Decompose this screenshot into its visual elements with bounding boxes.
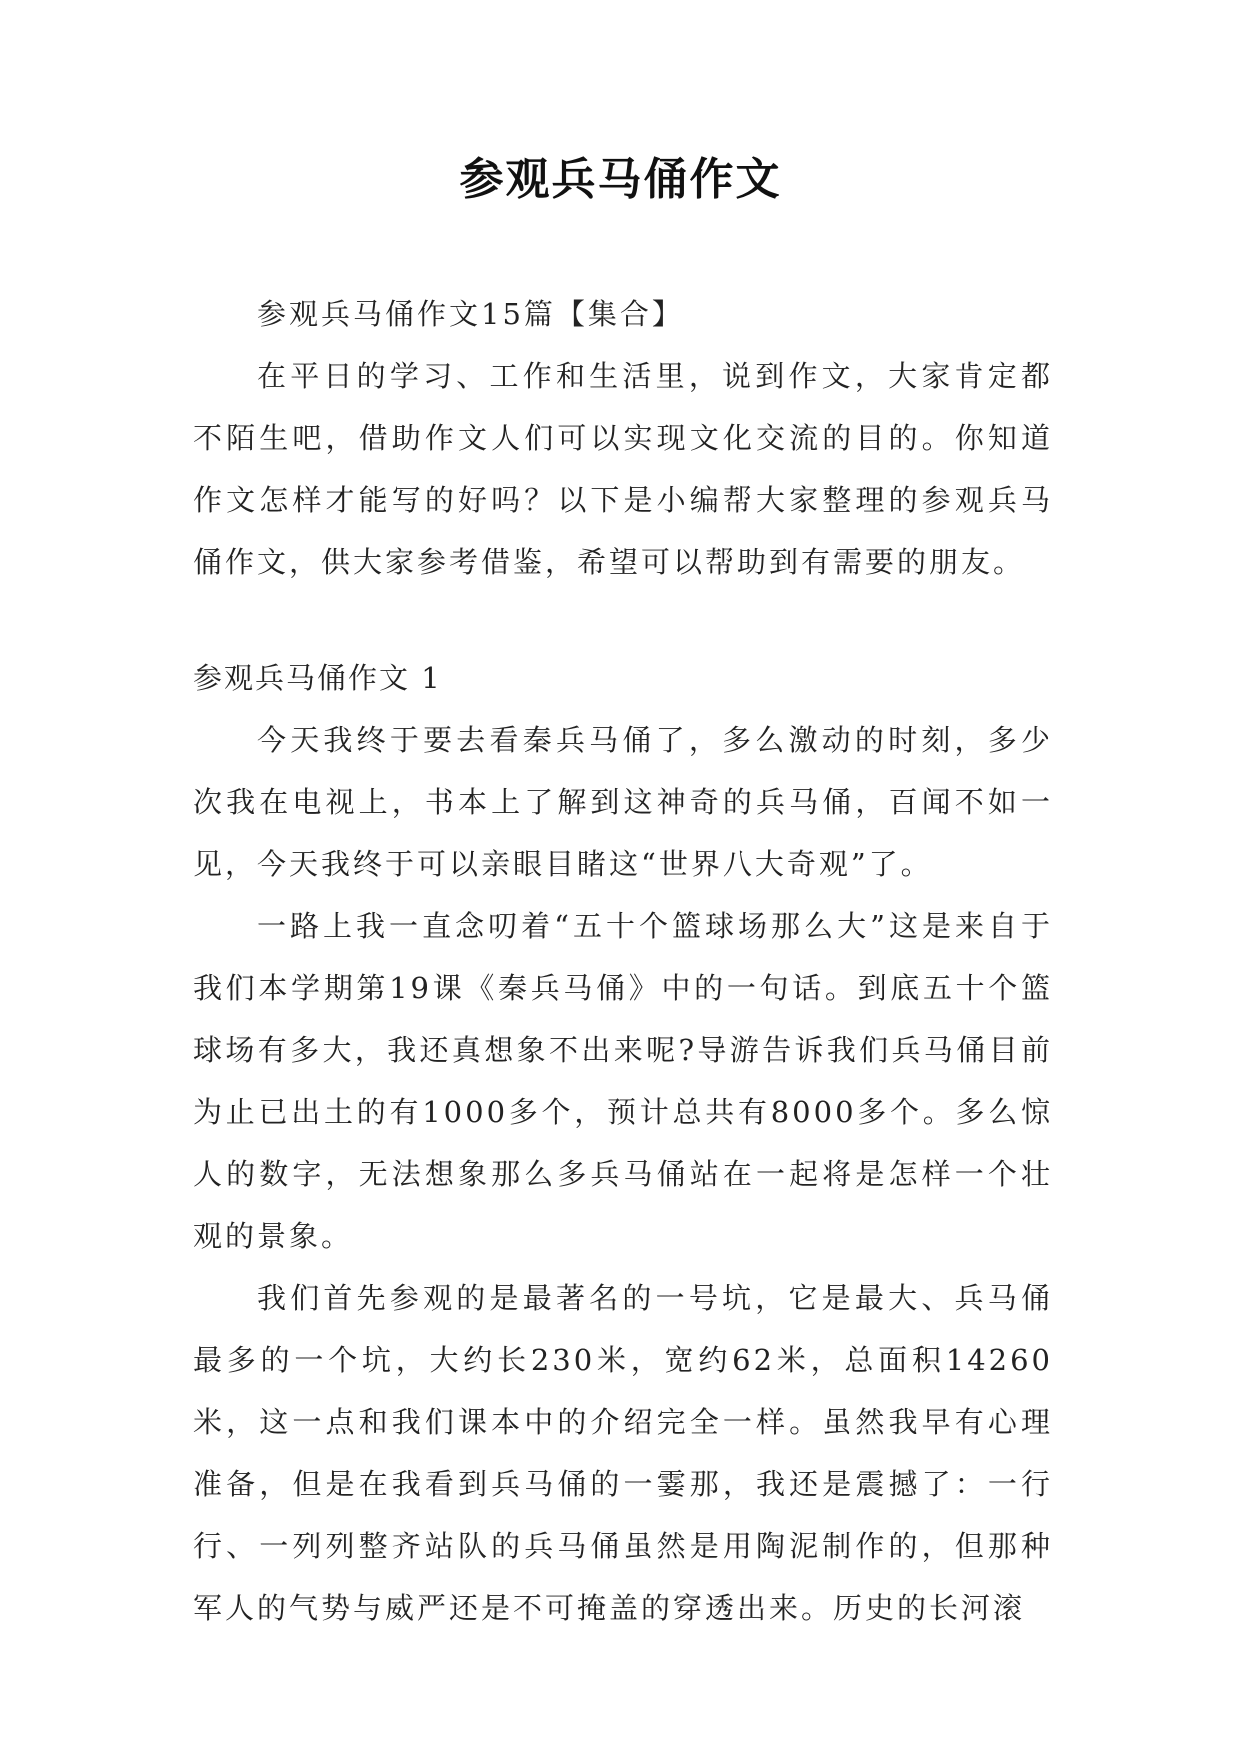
section-spacer	[193, 593, 1053, 647]
essay-heading: 参观兵马俑作文 1	[193, 661, 442, 695]
document-title: 参观兵马俑作文	[459, 154, 782, 205]
document-body	[193, 283, 1053, 1639]
essay-paragraph-2: 一路上我一直念叨着“五十个篮球场那么大”这是来自于我们本学期第19课《秦兵马俑》中的一句话。到底五十个篮球场有多大，我还真想象不出来呢?导游告诉我们兵马俑目前为止已出土的有1000多个，预计总共有8000多个。多么惊人的数字，无法想象那么多兵马俑站在一起将是怎样一个壮观的景象。	[193, 909, 1053, 1253]
essay-paragraph-3: 我们首先参观的是最著名的一号坑，它是最大、兵马俑最多的一个坑，大约长230米，宽约62米，总面积14260米，这一点和我们课本中的介绍完全一样。虽然我早有心理准备，但是在我看到兵马俑的一霎那，我还是震撼了：一行行、一列列整齐站队的兵马俑虽然是用陶泥制作的，但那种军人的气势与威严还是不可掩盖的穿透出来。历史的长河滚	[193, 1281, 1053, 1625]
intro-paragraph: 在平日的学习、工作和生活里，说到作文，大家肯定都不陌生吧，借助作文人们可以实现文化交流的目的。你知道作文怎样才能写的好吗？以下是小编帮大家整理的参观兵马俑作文，供大家参考借鉴，希望可以帮助到有需要的朋友。	[193, 359, 1053, 579]
collection-heading: 参观兵马俑作文15篇【集合】	[257, 297, 684, 331]
essay-paragraph-1: 今天我终于要去看秦兵马俑了，多么激动的时刻，多少次我在电视上，书本上了解到这神奇的兵马俑，百闻不如一见，今天我终于可以亲眼目睹这“世界八大奇观”了。	[193, 723, 1053, 881]
